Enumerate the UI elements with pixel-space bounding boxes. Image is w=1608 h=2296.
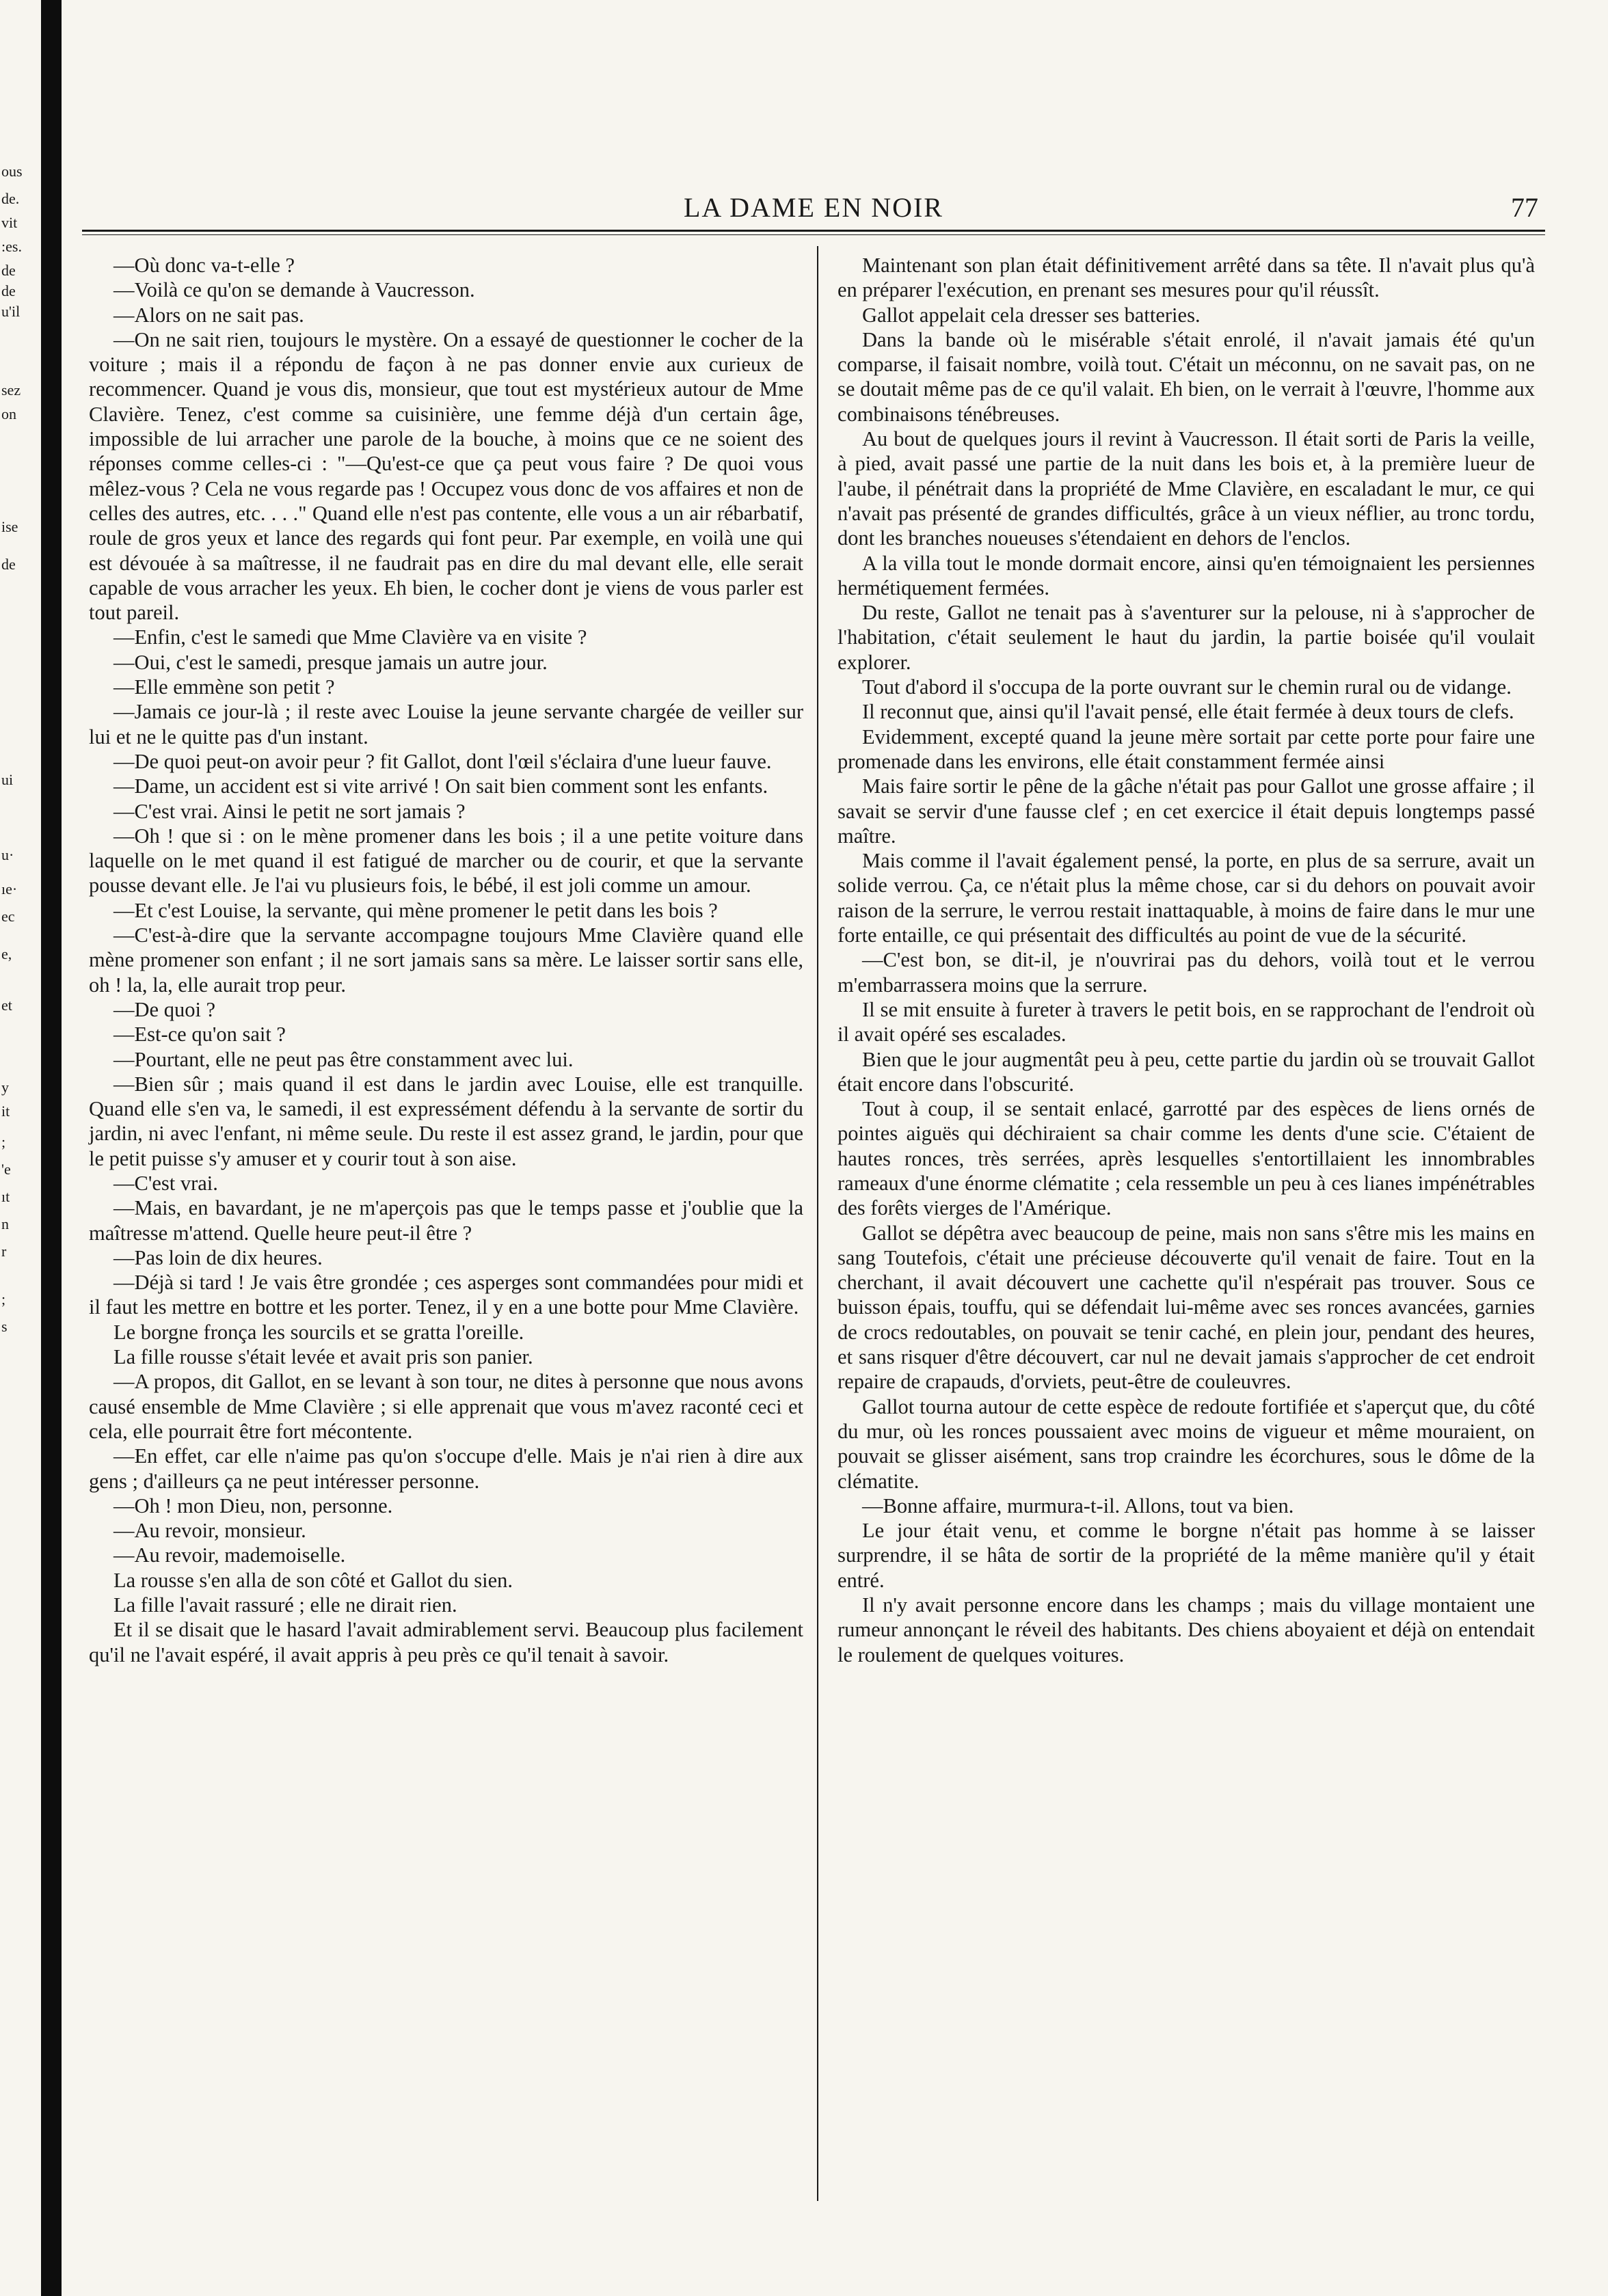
- paragraph: —Au revoir, monsieur.: [113, 1519, 306, 1543]
- margin-fragment: on: [1, 405, 16, 422]
- margin-fragment: vit: [1, 214, 18, 231]
- margin-fragment: de.: [1, 190, 20, 207]
- paragraph: —C'est bon, se dit-il, je n'ouvrirai pas du dehors, voilà tout et le verrou m'embarrassera moins que la serrure.: [838, 948, 1535, 997]
- paragraph: —Voilà ce qu'on se demande à Vaucresson.: [113, 278, 475, 302]
- paragraph: Maintenant son plan était définitivement arrêté dans sa tête. Il n'avait plus qu'à en préparer l'exécution, en prenant ses mesures pour qu'il réussît.: [838, 254, 1535, 302]
- margin-fragment: et: [1, 997, 12, 1014]
- binding-shadow: [41, 0, 62, 2296]
- paragraph: Evidemment, excepté quand la jeune mère sortait par cette porte pour faire une promenade dans les environs, elle était constamment fermée ainsi: [838, 725, 1535, 773]
- paragraph: —A propos, dit Gallot, en se levant à son tour, ne dites à personne que nous avons causé ensemble de Mme Clavière ; si elle apprenait que vous m'avez raconté ceci et cela, elle pourrait être fort mécontente.: [89, 1370, 803, 1443]
- paragraph: —En effet, car elle n'aime pas qu'on s'occupe d'elle. Mais je n'ai rien à dire aux gens ; d'ailleurs ça ne peut intéresser personne.: [89, 1444, 803, 1493]
- paragraph: —Oui, c'est le samedi, presque jamais un autre jour.: [113, 650, 548, 674]
- paragraph: Du reste, Gallot ne tenait pas à s'aventurer sur la pelouse, ni à s'approcher de l'habitation, c'était seulement le haut du jardin, la partie boisée qu'il voulait explorer.: [838, 601, 1535, 674]
- paragraph: —Bonne affaire, murmura-t-il. Allons, tout va bien.: [862, 1494, 1294, 1517]
- margin-fragment: r: [1, 1243, 7, 1260]
- paragraph: Mais faire sortir le pêne de la gâche n'était pas pour Gallot une grosse affaire ; il savait se servir d'une fausse clef ; en cet exercice il était depuis longtemps passé maître.: [838, 774, 1535, 848]
- margin-fragment: sez: [1, 381, 21, 399]
- paragraph: —Mais, en bavardant, je ne m'aperçois pas que le temps passe et j'oublie que la maîtresse m'attend. Quelle heure peut-il être ?: [89, 1196, 803, 1245]
- paragraph: Le jour était venu, et comme le borgne n'était pas homme à se laisser surprendre, il se hâta de sortir de la propriété de la même manière qu'il y était entré.: [838, 1519, 1535, 1592]
- paragraph: —Oh ! que si : on le mène promener dans les bois ; il a une petite voiture dans laquelle on le met quand il est fatigué de marcher ou de courir, et que la servante pousse devant elle. Je l'ai vu plusieurs fois, le bébé, il est joli comme un amour.: [89, 824, 803, 897]
- paragraph: —Alors on ne sait pas.: [113, 303, 304, 327]
- paragraph: —On ne sait rien, toujours le mystère. On a essayé de questionner le cocher de la voiture ; mais il a répondu de façon à ne pas donner envie aux curieux de recommencer. Quand je vous dis, monsieur, que tout est mystérieux autour de Mme Clavière. Tenez, c'est comme sa cuisinière, une femme déjà d'un certain âge, impossible de lui arracher une parole de la bouche, à moins que ce ne soient des réponses comme celles-ci : "—Qu'est-ce que ça peut vous faire ? De quoi vous mêlez-vous ? Cela ne vous regarde pas ! Occupez vous donc de vos affaires et non de celles des autres, etc. . . ." Quand elle n'est pas contente, elle vous a un air rébarbatif, roule de gros yeux et lance des regards qui font peur. Par exemple, en voilà une qui est dévouée à sa maîtresse, il ne faudrait pas en dire du mal devant elle, elle serait capable de vous arracher les yeux. Eh bien, le cocher dont je viens de vous parler est tout pareil.: [89, 327, 803, 625]
- margin-fragment: y: [1, 1079, 9, 1096]
- paragraph: —De quoi ?: [113, 997, 216, 1021]
- paragraph: —Et c'est Louise, la servante, qui mène promener le petit dans les bois ?: [113, 898, 718, 922]
- paragraph: —Est-ce qu'on sait ?: [113, 1023, 286, 1046]
- header-rule-bottom: [82, 234, 1545, 235]
- paragraph: —Pourtant, elle ne peut pas être constamment avec lui.: [113, 1047, 574, 1071]
- margin-fragment: 'e: [1, 1161, 11, 1178]
- margin-fragment: ui: [1, 771, 14, 788]
- paragraph: A la villa tout le monde dormait encore, ainsi qu'en témoignaient les persiennes hermétiquement fermées.: [838, 551, 1535, 599]
- margin-fragment: s: [1, 1318, 8, 1335]
- margin-fragment: ous: [1, 163, 23, 180]
- header-rule-top: [82, 230, 1545, 232]
- margin-fragment: ec: [1, 908, 15, 925]
- margin-fragment: ;: [1, 1291, 6, 1308]
- paragraph: —Oh ! mon Dieu, non, personne.: [113, 1494, 393, 1517]
- margin-fragment: n: [1, 1215, 9, 1232]
- paragraph: —C'est-à-dire que la servante accompagne toujours Mme Clavière quand elle mène promener son enfant ; il ne sort jamais sans sa mère. Le laisser sortir sans elle, oh ! la, la, elle aurait trop peur.: [89, 923, 803, 997]
- margin-fragment: u·: [1, 846, 14, 863]
- margin-fragment: ;: [1, 1133, 6, 1150]
- paragraph: —De quoi peut-on avoir peur ? fit Gallot, dont l'œil s'éclaira d'une lueur fauve.: [113, 749, 772, 773]
- margin-fragment: ıe·: [1, 880, 18, 897]
- paragraph: La fille l'avait rassuré ; elle ne dirait rien.: [113, 1593, 457, 1617]
- paragraph: —Elle emmène son petit ?: [113, 675, 335, 699]
- paragraph: —Où donc va-t-elle ?: [113, 254, 295, 277]
- margin-fragment: de: [1, 556, 16, 573]
- paragraph: Gallot appelait cela dresser ses batteries.: [862, 303, 1201, 327]
- paragraph: Il se mit ensuite à fureter à travers le petit bois, en se rapprochant de l'endroit où il avait opéré ses escalades.: [838, 997, 1535, 1046]
- paragraph: Tout d'abord il s'occupa de la porte ouvrant sur le chemin rural ou de vidange.: [862, 675, 1512, 699]
- running-title: LA DAME EN NOIR: [684, 192, 943, 223]
- margin-fragment: ıt: [1, 1188, 10, 1205]
- paragraph: Il reconnut que, ainsi qu'il l'avait pensé, elle était fermée à deux tours de clefs.: [862, 700, 1514, 724]
- paragraph: Le borgne fronça les sourcils et se gratta l'oreille.: [113, 1320, 524, 1344]
- margin-fragment: de: [1, 262, 16, 279]
- column-divider: [817, 246, 818, 2201]
- adjacent-page-fragments: [0, 0, 41, 2296]
- paragraph: —Déjà si tard ! Je vais être grondée ; ces asperges sont commandées pour midi et il faut les mettre en bottre et les porter. Tenez, il y en a une botte pour Mme Clavière.: [89, 1271, 803, 1319]
- paragraph: Bien que le jour augmentât peu à peu, cette partie du jardin où se trouvait Gallot était encore dans l'obscurité.: [838, 1047, 1535, 1096]
- paragraph: La rousse s'en alla de son côté et Gallot du sien.: [113, 1568, 513, 1592]
- paragraph: Et il se disait que le hasard l'avait admirablement servi. Beaucoup plus facilement qu'il ne l'avait espéré, il avait appris à peu près ce qu'il tenait à savoir.: [89, 1618, 803, 1666]
- paragraph: Gallot tourna autour de cette espèce de redoute fortifiée et s'aperçut que, du côté du mur, où les ronces poussaient avec moins de vigueur et même mouraient, on pouvait se glisser aisément, sans trop craindre les écorchures, sous le dôme de la clématite.: [838, 1394, 1535, 1493]
- paragraph: —Jamais ce jour-là ; il reste avec Louise la jeune servante chargée de veiller sur lui et ne le quitte pas d'un instant.: [89, 700, 803, 748]
- margin-fragment: :es.: [1, 238, 22, 255]
- paragraph: Mais comme il l'avait également pensé, la porte, en plus de sa serrure, avait un solide verrou. Ça, ce n'était plus la même chose, car si du dehors on pouvait avoir raison de la serrure, le verrou restait inattaquable, à moins de faire dans le mur une forte entaille, ce qui présentait des difficultés au point de vue de la sécurité.: [838, 849, 1535, 947]
- paragraph: Au bout de quelques jours il revint à Vaucresson. Il était sorti de Paris la veille, à pied, avait passé une partie de la nuit dans les bois et, à la première lueur de l'aube, il pénétrait dans la propriété de Mme Clavière, en escaladant le mur, ce qui n'avait pas présenté de grandes difficultés, grâce à un vieux néflier, au tronc tordu, dont les branches noueuses s'étendaient en dehors de l'enclos.: [838, 427, 1535, 550]
- paragraph: Dans la bande où le misérable s'était enrolé, il n'avait jamais été qu'un comparse, il faisait nombre, voilà tout. C'était un méconnu, on ne savait pas, on ne se doutait même pas de ce qu'il valait. Eh bien, on le verrait à l'œuvre, l'homme aux combinaisons ténébreuses.: [838, 327, 1535, 426]
- paragraph: —Dame, un accident est si vite arrivé ! On sait bien comment sont les enfants.: [113, 774, 768, 798]
- margin-fragment: e,: [1, 945, 12, 962]
- left-column: [89, 253, 803, 1667]
- margin-fragment: de: [1, 282, 16, 299]
- margin-fragment: u'il: [1, 303, 21, 320]
- margin-fragment: it: [1, 1103, 10, 1120]
- paragraph: Gallot se dépêtra avec beaucoup de peine, mais non sans s'être mis les mains en sang Toutefois, c'était une précieuse découverte qu'il venait de faire. Tout en la cherchant, il avait découvert une cachette qu'il n'espérait pas trouver. Sous ce buisson épais, touffu, qui se défendait lui-même avec ses ronces avancées, garnies de crocs redoutables, on pouvait se tenir caché, en plein jour, pendant des heures, et sans risquer d'être découvert, car nul ne devait jamais s'approcher de cet endroit repaire de crapauds, d'orviets, peut-être de couleuvres.: [838, 1221, 1535, 1394]
- paragraph: —C'est vrai. Ainsi le petit ne sort jamais ?: [113, 799, 466, 823]
- paragraph: —C'est vrai.: [113, 1171, 218, 1195]
- paragraph: —Enfin, c'est le samedi que Mme Clavière va en visite ?: [113, 625, 587, 649]
- margin-fragment: ise: [1, 518, 18, 535]
- paragraph: —Pas loin de dix heures.: [113, 1245, 323, 1269]
- running-header: [82, 186, 1545, 227]
- right-column: [838, 253, 1535, 1667]
- paragraph: Il n'y avait personne encore dans les champs ; mais du village montaient une rumeur annonçant le réveil des habitants. Des chiens aboyaient et déjà on entendait le roulement de quelques voitures.: [838, 1593, 1535, 1666]
- paragraph: —Bien sûr ; mais quand il est dans le jardin avec Louise, elle est tranquille. Quand elle s'en va, le samedi, il est expressément défendu à la servante de sortir du jardin, ni avec l'enfant, ni même seule. Du reste il est assez grand, le jardin, pour que le petit puisse s'y amuser et y courir tout à son aise.: [89, 1072, 803, 1170]
- paragraph: Tout à coup, il se sentait enlacé, garrotté par des espèces de liens ornés de pointes aiguës qui déchiraient sa chair comme les dents d'une scie. C'étaient de hautes ronces, très serrées, après lesquelles s'entortillaient les innombrables rameaux d'une énorme clématite ; cela ressemble un peu à ces lianes impénétrables des forêts vierges de l'Amérique.: [838, 1097, 1535, 1220]
- paragraph: La fille rousse s'était levée et avait pris son panier.: [113, 1345, 533, 1369]
- paragraph: —Au revoir, mademoiselle.: [113, 1543, 346, 1567]
- page-number: 77: [1511, 192, 1538, 223]
